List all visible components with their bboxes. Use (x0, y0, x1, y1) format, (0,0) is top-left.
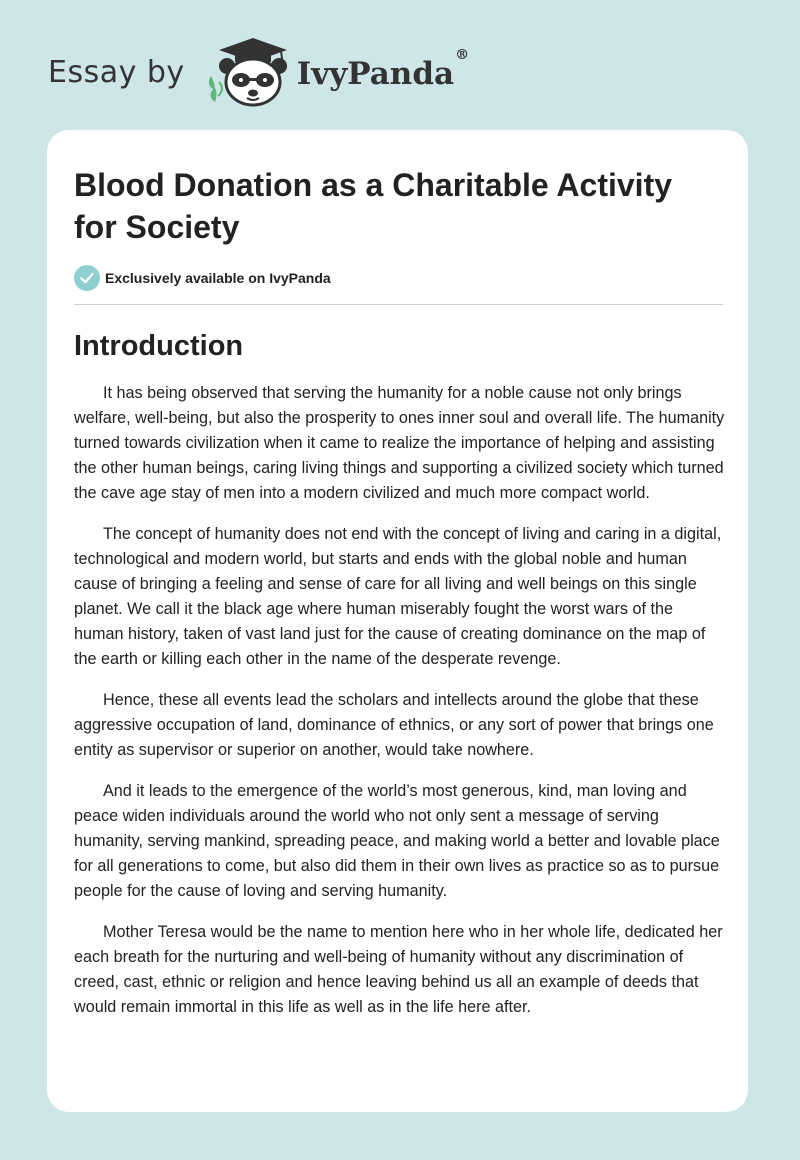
paragraph: And it leads to the emergence of the world’s most generous, kind, man loving and peace widen individuals around the world who not only sent a message of serving humanity, serving mankind, spreading peace, and making world a better and lovable place for all generations to come, but also did them in their own lives as practice so as to pursue people for the cause of loving and serving humanity. (74, 782, 720, 900)
section-heading: Introduction (74, 330, 244, 362)
exclusive-label: Exclusively available on IvyPanda (105, 270, 331, 286)
essay-body (74, 381, 726, 1020)
check-icon (74, 265, 100, 291)
essay-by-label: Essay by (48, 54, 185, 90)
essay-card (47, 130, 748, 1112)
paragraph: Hence, these all events lead the scholars and intellects around the globe that these aggressive occupation of land, dominance of ethnics, or any sort of power that brings one entity as supervisor or superior on another, would take nowhere. (74, 691, 714, 759)
paragraph: Mother Teresa would be the name to mention here who in her whole life, dedicated her each breath for the nurturing and well-being of humanity without any discrimination of creed, cast, ethnic or religion and hence leaving behind us all an example of deeds that would remain immortal in this life as well as in the life here after. (74, 923, 723, 1016)
site-header (48, 36, 469, 108)
essay-title: Blood Donation as a Charitable Activity for Society (74, 167, 673, 245)
registered-mark: ® (455, 46, 470, 63)
brand-name[interactable]: IvyPanda® (296, 46, 470, 92)
paragraph: It has being observed that serving the humanity for a noble cause not only brings welfare, well-being, but also the prosperity to ones inner soul and overall life. The humanity turned towards civilization when it came to realize the importance of helping and assisting the other human beings, caring living things and supporting a civilized society which turned the cave age stay of men into a modern civilized and much more compact world. (74, 384, 725, 502)
paragraph: The concept of humanity does not end with the concept of living and caring in a digital, technological and modern world, but starts and ends with the global noble and human cause of bringing a feeling and sense of care for all living and well beings on this single planet. We call it the black age where human miserably fought the worst wars of the human history, taken of vast land just for the cause of creating dominance on the map of the earth or killing each other in the name of the desperate revenge. (74, 525, 722, 668)
exclusive-badge (74, 264, 721, 292)
divider (74, 304, 723, 305)
panda-logo-icon[interactable] (201, 36, 293, 108)
